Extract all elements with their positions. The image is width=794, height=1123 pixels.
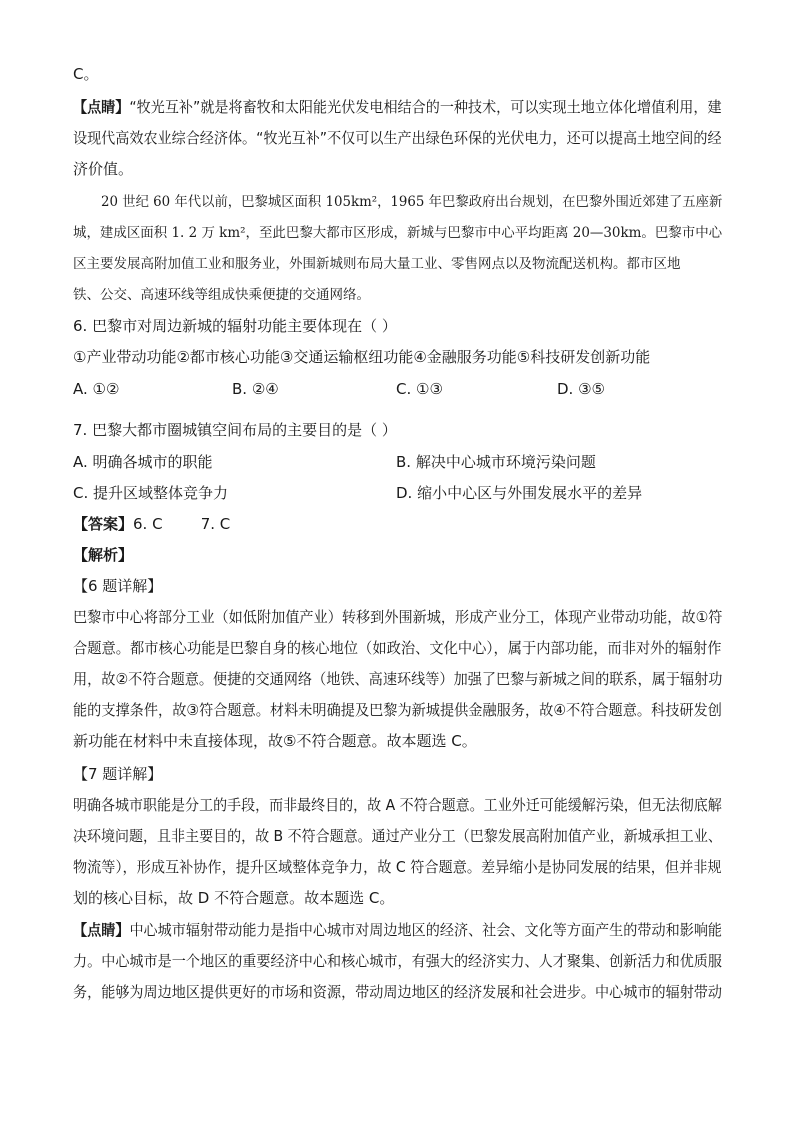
detail-7-line-1: 明确各城市职能是分工的手段，而非最终目的，故 A 不符合题意。工业外迁可能缓解污染，但无法彻底解	[73, 796, 722, 814]
detail-6-line-2: 合题意。都市核心功能是巴黎自身的核心地位（如政治、文化中心），属于内部功能，而非对外的辐射作	[73, 639, 722, 657]
q6-option-a: A. ①②	[73, 380, 120, 398]
q7-option-a: A. 明确各城市的职能	[73, 453, 213, 471]
material-line-1: 20 世纪 60 年代以前，巴黎城区面积 105km²，1965 年巴黎政府出台规划，在巴黎外围近郊建了五座新	[101, 194, 723, 210]
answer-line	[73, 514, 230, 534]
previous-answer-tail: C。	[73, 65, 99, 83]
comment-2-tag: 【点睛】	[73, 921, 130, 939]
q6-option-d: D. ③⑤	[557, 380, 605, 398]
comment-tag: 【点睛】	[73, 98, 130, 116]
detail-6-line-3: 用，故②不符合题意。便捷的交通网络（地铁、高速环线等）加强了巴黎与新城之间的联系，属于辐射功	[73, 670, 723, 688]
detail-7-heading: 【7 题详解】	[73, 765, 163, 783]
comment-2-line-1: 【点睛】中心城市辐射带动能力是指中心城市对周边地区的经济、社会、文化等方面产生的带动和影响能	[73, 921, 723, 939]
question-7-stem: 7. 巴黎大都市圈城镇空间布局的主要目的是（ ）	[73, 421, 397, 439]
detail-6-heading: 【6 题详解】	[73, 577, 163, 595]
question-6-stem: 6. 巴黎市对周边新城的辐射功能主要体现在（ ）	[73, 317, 397, 335]
answer-text: 6. C 7. C	[133, 515, 231, 533]
detail-7-line-2: 决环境问题，且非主要目的，故 B 不符合题意。通过产业分工（巴黎发展高附加值产业，新城承担工业、	[73, 827, 722, 845]
detail-6-line-4: 能的支撑条件，故③符合题意。材料未明确提及巴黎为新城提供金融服务，故④不符合题意。科技研发创	[73, 701, 722, 719]
comment-line-3: 济价值。	[73, 160, 134, 178]
material-line-2: 城，建成区面积 1. 2 万 km²，至此巴黎大都市区形成，新城与巴黎市中心平均距离 20—30km。巴黎市中心	[73, 225, 723, 241]
detail-6-line-5: 新功能在材料中未直接体现，故⑤不符合题意。故本题选 C。	[73, 732, 477, 750]
material-line-3: 区主要发展高附加值工业和服务业，外围新城则布局大量工业、零售网点以及物流配送机构。都市区地	[73, 256, 681, 272]
q7-option-c: C. 提升区域整体竞争力	[73, 484, 229, 502]
comment-line-1: 【点睛】“牧光互补”就是将畜牧和太阳能光伏发电相结合的一种技术，可以实现土地立体化增值利用，建	[73, 98, 722, 116]
question-6-items: ①产业带动功能②都市核心功能③交通运输枢纽功能④金融服务功能⑤科技研发创新功能	[73, 348, 651, 366]
comment-2-line-3: 务，能够为周边地区提供更好的市场和资源，带动周边地区的经济发展和社会进步。中心城市的辐射带动	[73, 983, 723, 1001]
detail-7-line-4: 划的核心目标，故 D 不符合题意。故本题选 C。	[73, 889, 395, 907]
comment-2-line-2: 力。中心城市是一个地区的重要经济中心和核心城市，有强大的经济实力、人才聚集、创新活力和优质服	[73, 952, 723, 970]
detail-7-line-3: 物流等），形成互补协作，提升区域整体竞争力，故 C 符合题意。差异缩小是协同发展的结果，但并非规	[73, 858, 722, 876]
q6-option-c: C. ①③	[396, 380, 443, 398]
answer-tag: 【答案】	[73, 515, 134, 533]
q7-option-d: D. 缩小中心区与外围发展水平的差异	[396, 484, 643, 502]
q7-option-b: B. 解决中心城市环境污染问题	[396, 453, 596, 471]
material-line-4: 铁、公交、高速环线等组成快乘便捷的交通网络。	[73, 287, 370, 303]
detail-6-line-1: 巴黎市中心将部分工业（如低附加值产业）转移到外围新城，形成产业分工，体现产业带动功能，故①符	[73, 608, 723, 626]
analysis-tag: 【解析】	[73, 546, 134, 564]
comment-line-2: 设现代高效农业综合经济体。“牧光互补”不仅可以生产出绿色环保的光伏电力，还可以提高土地空间的经	[73, 129, 722, 147]
q6-option-b: B. ②④	[232, 380, 279, 398]
